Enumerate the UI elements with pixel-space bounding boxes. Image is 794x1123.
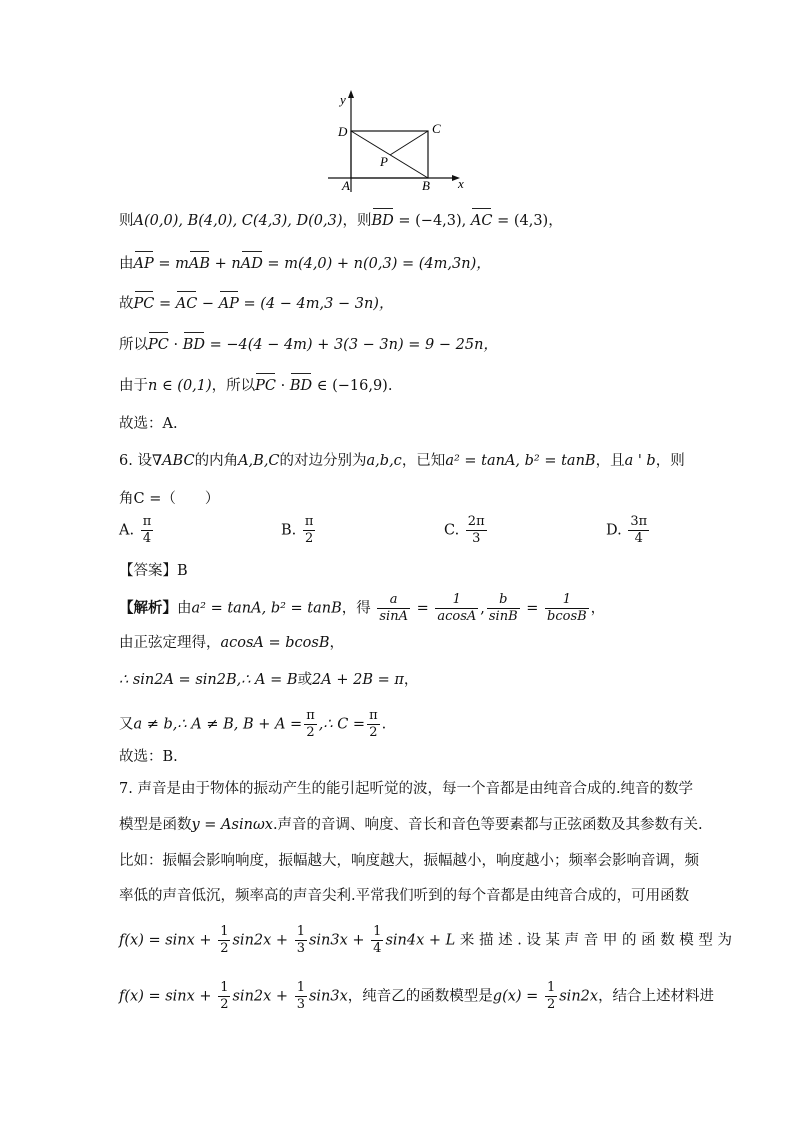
- q6-analysis-line-1: 【解析】由a² = tanA, b² = tanB，得 $\frac{a}{\sin A}$ = $\frac{1}{acosA}$ , $\frac{b}{\sin B}$ = $\frac{1}{bcosB}$ ，: [119, 592, 606, 624]
- text: 由: [119, 256, 134, 272]
- math: ,∴ C =: [318, 716, 366, 733]
- text: ，且: [595, 453, 625, 469]
- text: 模型是函数: [119, 817, 192, 833]
- math: sin3x: [308, 988, 348, 1005]
- math: acosA = bcosB: [220, 635, 330, 651]
- math: a ≠ b,∴ A ≠ B, B + A =: [133, 716, 303, 733]
- numerator: a: [377, 592, 410, 609]
- math: ·: [276, 378, 290, 394]
- math: = −4(4 − 4m) + 3(3 − 3n) = 9 − 25n，: [204, 337, 498, 353]
- fraction: [628, 514, 649, 547]
- math: + n: [210, 256, 241, 272]
- math: n ∈ (0,1): [148, 378, 212, 394]
- denominator: 3: [472, 531, 481, 546]
- numerator: π: [369, 708, 378, 723]
- math: sin3x +: [308, 932, 370, 949]
- math: ∴ sin2A = sin2B,∴ A = B: [119, 672, 298, 688]
- math: y = Asinωx: [191, 817, 273, 833]
- numerator: 1: [435, 592, 478, 609]
- text: ，: [403, 672, 419, 688]
- label-y: y: [340, 92, 346, 107]
- q5-choice: 故选：A.: [119, 416, 178, 432]
- option-label: C.: [444, 522, 460, 539]
- math: =: [154, 296, 176, 312]
- math: ·: [168, 337, 183, 353]
- denominator: 2: [220, 997, 229, 1012]
- numerator: 1: [546, 980, 556, 995]
- denominator: 2: [220, 941, 229, 956]
- text: 则: [119, 213, 134, 229]
- label-c: C: [432, 121, 441, 136]
- q5-line-1: [119, 211, 563, 231]
- vector-pc: PC: [133, 296, 155, 312]
- numerator: 1: [296, 980, 305, 995]
- q6-analysis-line-2: [119, 633, 344, 653]
- text: .声音的音调、响度、音长和音色等要素都与正弦函数及其参数有关.: [272, 817, 703, 833]
- fraction: [218, 980, 230, 1013]
- text: 6. 设: [119, 453, 152, 469]
- q5-line-2: [119, 254, 491, 274]
- denominator: 2: [305, 531, 314, 546]
- q7-line-6: [119, 980, 714, 1013]
- fraction: [295, 980, 307, 1013]
- fraction: [371, 924, 383, 957]
- q7-line-5: [119, 924, 732, 957]
- math: a ' b: [624, 453, 656, 469]
- fraction: [141, 514, 154, 547]
- text: 又: [119, 716, 134, 733]
- vector-bd: BD: [289, 378, 313, 394]
- math: A(0,0), B(4,0), C(4,3), D(0,3): [133, 213, 343, 229]
- numerator: 2π: [467, 514, 485, 529]
- label-d: D: [338, 124, 348, 139]
- vector-ac: AC: [470, 213, 493, 229]
- text: 来 描 述 . 设 某 声 音 甲 的 函 数 模 型 为: [455, 932, 733, 949]
- fraction: [367, 708, 380, 741]
- option-label: A.: [119, 522, 135, 539]
- vector-pc: PC: [148, 337, 169, 353]
- option-b: [281, 514, 317, 547]
- denominator: sinB: [488, 609, 518, 624]
- q6-choice: 故选：B.: [119, 749, 178, 765]
- math: = (4 − 4m,3 − 3n)，: [238, 296, 394, 312]
- fraction: [304, 708, 317, 741]
- q5-line-4: [119, 335, 498, 355]
- fraction: [435, 592, 478, 625]
- fraction: [303, 514, 316, 547]
- analysis-label: 【解析】: [119, 599, 177, 617]
- denominator: 4: [373, 941, 382, 956]
- math: ∇ABC: [151, 453, 195, 469]
- denominator: 4: [634, 531, 643, 546]
- y-axis-arrow: [348, 90, 354, 98]
- numerator: π: [304, 514, 314, 529]
- math: sin2x +: [232, 988, 293, 1005]
- numerator: π: [306, 708, 315, 723]
- text: 或: [297, 672, 313, 688]
- math: =: [411, 600, 434, 617]
- label-p: P: [380, 154, 388, 169]
- q6-stem-line-2: 角C =（ ）: [119, 491, 220, 507]
- numerator: 3π: [630, 514, 648, 529]
- q6-analysis-line-3: [119, 670, 418, 690]
- q5-line-5: [119, 376, 392, 396]
- numerator: 1: [220, 980, 229, 995]
- math: a,b,c: [366, 453, 402, 469]
- denominator: 2: [369, 725, 378, 740]
- q5-line-3: [119, 294, 393, 314]
- text: ，则: [655, 453, 685, 469]
- text: 的内角: [194, 453, 239, 469]
- text: ，: [590, 600, 606, 617]
- segment-pc: [390, 131, 428, 155]
- fraction: [218, 924, 230, 957]
- vector-bd: BD: [371, 213, 394, 229]
- math: sin2x: [559, 988, 599, 1005]
- vector-ad: AD: [240, 256, 263, 272]
- math: a² = tanA, b² = tanB: [445, 453, 596, 469]
- text: 由于: [119, 378, 148, 394]
- denominator: 4: [142, 531, 152, 546]
- q7-line-4: 率低的声音低沉，频率高的声音尖利.平常我们听到的每个音都是由纯音合成的，可用函数: [119, 888, 690, 904]
- text: 由正弦定理得，: [119, 635, 221, 651]
- q6-stem-line-1: [119, 451, 685, 471]
- text: .: [381, 716, 387, 733]
- math: = (−4,3),: [393, 213, 471, 229]
- text: ，得: [341, 600, 371, 617]
- math: f(x) = sinx +: [119, 988, 217, 1005]
- text: ，则: [342, 213, 372, 229]
- q7-line-2: [119, 815, 703, 835]
- option-a: [119, 514, 155, 547]
- text: ，: [329, 635, 345, 651]
- rectangle-diagram: [320, 88, 480, 198]
- option-label: D.: [606, 522, 622, 539]
- denominator: bcosB: [547, 609, 587, 624]
- text: 的对边分别为: [279, 453, 367, 469]
- denominator: 3: [296, 997, 305, 1012]
- fraction: [487, 592, 520, 625]
- denominator: 2: [306, 725, 315, 740]
- vector-ac: AC: [175, 296, 198, 312]
- text: ，结合上述材料进: [598, 988, 715, 1005]
- denominator: sinA: [379, 609, 408, 624]
- q7-line-3: 比如：振幅会影响响度，振幅越大，响度越大，振幅越小，响度越小；频率会影响音调，频: [119, 853, 699, 869]
- numerator: π: [142, 514, 152, 529]
- numerator: 1: [545, 592, 589, 609]
- vector-bd: BD: [182, 337, 205, 353]
- fraction: [295, 924, 307, 957]
- math: = m: [153, 256, 189, 272]
- text: 所以: [119, 337, 148, 353]
- math: 2A + 2B = π: [312, 672, 404, 688]
- text: ，纯音乙的函数模型是: [347, 988, 493, 1005]
- q6-analysis-line-4: [119, 708, 386, 741]
- label-a: A: [342, 178, 350, 193]
- denominator: 3: [296, 941, 305, 956]
- math: =: [521, 600, 544, 617]
- math: sin2x +: [232, 932, 293, 949]
- numerator: b: [487, 592, 520, 609]
- option-d: [606, 514, 651, 547]
- fraction: [377, 592, 410, 625]
- math: A,B,C: [238, 453, 280, 469]
- math: g(x) =: [492, 988, 543, 1005]
- text: 由: [177, 600, 192, 617]
- text: ，已知: [401, 453, 446, 469]
- vector-pc: PC: [255, 378, 277, 394]
- vector-ap: AP: [218, 296, 239, 312]
- vector-ap: AP: [133, 256, 154, 272]
- math: sin4x + L: [385, 932, 456, 949]
- denominator: 2: [546, 997, 556, 1012]
- math: = m(4,0) + n(0,3) = (4m,3n)，: [262, 256, 491, 272]
- text: 故: [119, 296, 134, 312]
- label-x: x: [458, 176, 464, 191]
- vector-ab: AB: [188, 256, 210, 272]
- fraction: [545, 592, 589, 625]
- math: = (4,3)，: [492, 213, 563, 229]
- text: ，所以: [211, 378, 256, 394]
- option-label: B.: [281, 522, 297, 539]
- fraction: [545, 980, 557, 1013]
- q6-answer: 【答案】B: [119, 563, 188, 579]
- numerator: 1: [296, 924, 305, 939]
- label-b: B: [422, 178, 430, 193]
- q7-line-1: 7. 声音是由于物体的振动产生的能引起听觉的波，每一个音都是由纯音合成的.纯音的数学: [119, 781, 694, 797]
- option-c: [444, 514, 489, 547]
- fraction: [466, 514, 487, 547]
- math: a² = tanA, b² = tanB: [191, 600, 342, 617]
- numerator: 1: [220, 924, 229, 939]
- math: −: [197, 296, 219, 312]
- numerator: 1: [373, 924, 382, 939]
- math: ∈ (−16,9).: [312, 378, 393, 394]
- math: f(x) = sinx +: [119, 932, 217, 949]
- denominator: acosA: [437, 609, 477, 624]
